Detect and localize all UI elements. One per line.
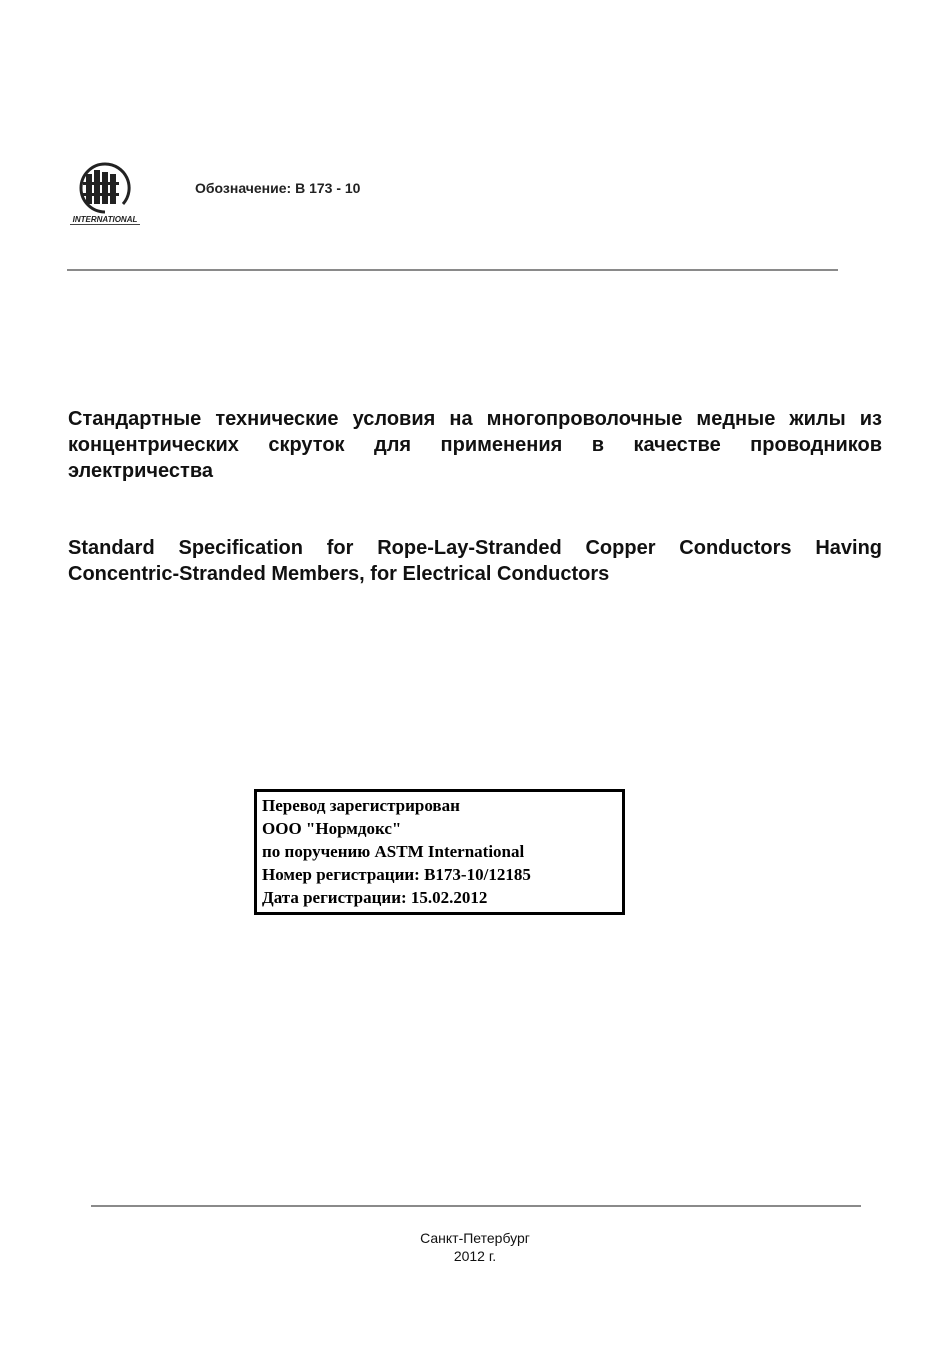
footer [0, 1229, 950, 1265]
title-russian: Стандартные технические условия на многопроволочные медные жилы из концентрических скруток для применения в качестве проводников электричества [68, 408, 882, 482]
footer-divider [91, 1205, 861, 1207]
astm-logo-icon [66, 160, 144, 228]
astm-logo [66, 160, 144, 228]
footer-city: Санкт-Петербург [420, 1230, 530, 1246]
header-divider [67, 269, 838, 271]
footer-year: 2012 г. [453, 1248, 497, 1264]
registration-number: Номер регистрации: B173-10/12185 [262, 865, 531, 884]
registration-stamp [254, 789, 625, 915]
title-english: Standard Specification for Rope-Lay-Stranded Copper Conductors Having Concentric-Stranded Members, for Electrical Conductors [68, 537, 882, 585]
registration-company: ООО "Нормдокс" [262, 819, 402, 838]
registration-date: Дата регистрации: 15.02.2012 [262, 888, 488, 907]
registration-line: по поручению ASTM International [262, 842, 525, 861]
logo-wordmark: INTERNATIONAL [72, 215, 138, 224]
registration-line: Перевод зарегистрирован [262, 796, 460, 815]
designation: Обозначение: B 173 - 10 [195, 180, 361, 196]
